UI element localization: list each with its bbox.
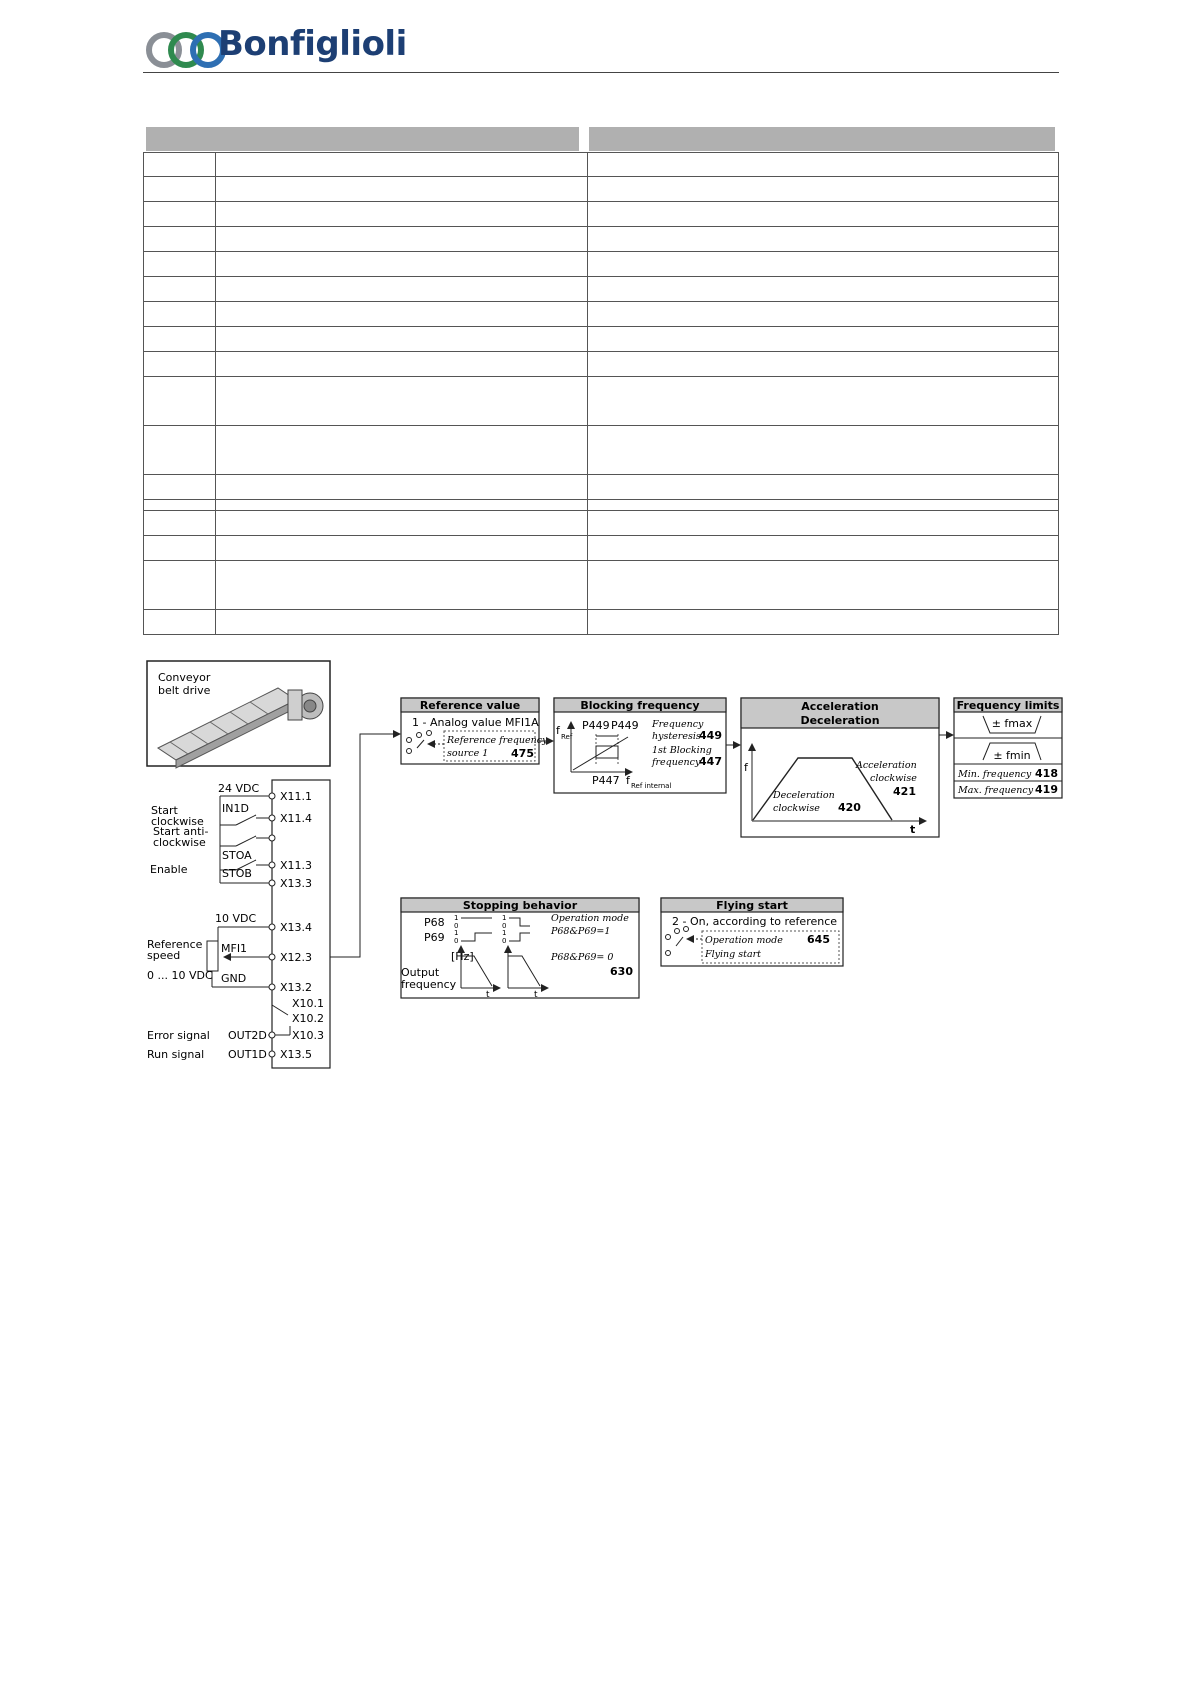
level-one-b: 1 — [454, 929, 459, 937]
hysteresis-param-num: 449 — [699, 729, 722, 742]
stopping-title: Stopping behavior — [462, 899, 578, 912]
terminal-x13-4: X13.4 — [280, 921, 313, 934]
blocking-frequency-block — [554, 698, 726, 793]
stoa-label: STOA — [222, 849, 252, 862]
flying-start-title: Flying start — [716, 899, 788, 912]
flying-start-param-label: Flying start — [705, 949, 761, 960]
stopping-t1: t — [486, 990, 490, 1000]
supply-10vdc-label: 10 VDC — [215, 912, 257, 925]
conveyor-label-1: Conveyor — [158, 671, 211, 684]
out1d-label: OUT1D — [228, 1048, 267, 1061]
level-zero-a: 0 — [454, 922, 459, 930]
signal-connector — [330, 734, 400, 957]
blocking-label-2: frequency — [652, 757, 701, 768]
p68-label: P68 — [424, 916, 445, 929]
stopping-mode-label: Operation mode — [551, 913, 629, 924]
terminal-x11-1: X11.1 — [280, 790, 313, 803]
dec-label-1: Deceleration — [773, 790, 835, 801]
start-cw-label-2: clockwise — [151, 815, 204, 828]
conveyor-panel — [147, 661, 330, 768]
acc-param-num: 421 — [893, 785, 916, 798]
acceleration-block — [741, 698, 939, 837]
terminal-strip — [147, 780, 330, 1068]
terminal-x11-4: X11.4 — [280, 812, 313, 825]
enable-label: Enable — [150, 863, 188, 876]
frequency-limits-block — [954, 698, 1062, 798]
start-acw-label-1: Start anti- — [153, 825, 209, 838]
stob-label: STOB — [222, 867, 252, 880]
terminal-x13-3: X13.3 — [280, 877, 313, 890]
out2d-label: OUT2D — [228, 1029, 267, 1042]
flying-start-mode-label: Operation mode — [705, 935, 783, 946]
blocking-frequency-title: Blocking frequency — [580, 699, 700, 712]
reference-value-title: Reference value — [419, 699, 521, 712]
level-zero-c: 0 — [502, 922, 507, 930]
frequency-limits-title: Frequency limits — [956, 699, 1060, 712]
hz-label: [Hz] — [451, 950, 474, 963]
min-frequency-label: Min. frequency — [958, 769, 1032, 780]
max-frequency-label: Max. frequency — [958, 785, 1034, 796]
gnd-label: GND — [221, 972, 247, 985]
dec-label-2: clockwise — [773, 803, 820, 814]
terminal-x10-1: X10.1 — [292, 997, 325, 1010]
terminal-x12-3: X12.3 — [280, 951, 313, 964]
run-signal-label: Run signal — [147, 1048, 205, 1061]
flying-start-param-num: 645 — [807, 933, 830, 946]
acc-label-2: clockwise — [870, 773, 917, 784]
blocking-label-1: 1st Blocking — [652, 745, 712, 756]
flying-start-block — [661, 898, 843, 966]
stopping-cond-1: P68&P69=1 — [551, 926, 611, 937]
reference-speed-label-2: speed — [147, 949, 181, 962]
level-zero-b: 0 — [454, 937, 459, 945]
reference-value-option: 1 - Analog value MFI1A — [412, 716, 539, 729]
reference-value-param-1: Reference frequency — [447, 735, 548, 746]
level-one-d: 1 — [502, 929, 507, 937]
output-frequency-label-2: frequency — [401, 978, 457, 991]
flying-start-option: 2 - On, according to reference — [672, 915, 838, 928]
fref-internal-f: f — [626, 774, 630, 787]
stopping-param-num: 630 — [610, 965, 633, 978]
fref-internal-label: Ref internal — [631, 782, 672, 790]
output-frequency-label-1: Output — [401, 966, 440, 979]
level-one-c: 1 — [502, 914, 507, 922]
min-frequency-num: 418 — [1035, 767, 1058, 780]
error-signal-label: Error signal — [147, 1029, 210, 1042]
reference-value-param-2: source 1 — [447, 748, 489, 759]
p449-label-a: P449 — [582, 719, 610, 732]
mfi1-label: MFI1 — [221, 942, 248, 955]
hysteresis-label-2: hysteresis — [652, 731, 701, 742]
blocking-param-num: 447 — [699, 755, 722, 768]
acceleration-t-label: t — [910, 823, 916, 836]
fmax-label: ± fmax — [991, 717, 1033, 730]
terminal-x11-3: X11.3 — [280, 859, 313, 872]
terminal-x13-2: X13.2 — [280, 981, 313, 994]
terminal-x13-5: X13.5 — [280, 1048, 313, 1061]
reference-speed-label-1: Reference — [147, 938, 203, 951]
max-frequency-num: 419 — [1035, 783, 1058, 796]
voltage-range-label: 0 ... 10 VDC — [147, 969, 213, 982]
brand-name: Bonfiglioli — [218, 24, 407, 64]
p447-label: P447 — [592, 774, 620, 787]
stopping-behavior-block — [401, 898, 639, 1000]
stopping-t2: t — [534, 990, 538, 1000]
p449-label-b: P449 — [611, 719, 639, 732]
hysteresis-label-1: Frequency — [652, 719, 704, 730]
in1d-label: IN1D — [222, 802, 249, 815]
terminal-x10-2: X10.2 — [292, 1012, 325, 1025]
acceleration-title-2: Deceleration — [800, 714, 880, 727]
terminal-x10-3: X10.3 — [292, 1029, 325, 1042]
fmin-label: ± fmin — [993, 749, 1031, 762]
level-one-a: 1 — [454, 914, 459, 922]
start-acw-label-2: clockwise — [153, 836, 206, 849]
conveyor-label-2: belt drive — [158, 684, 211, 697]
start-cw-label-1: Start — [151, 804, 178, 817]
fref-subscript: Ref — [561, 733, 573, 741]
fref-f-label: f — [556, 724, 560, 737]
reference-value-param-num: 475 — [511, 747, 534, 760]
acceleration-title-1: Acceleration — [801, 700, 879, 713]
level-zero-d: 0 — [502, 937, 507, 945]
dec-param-num: 420 — [838, 801, 861, 814]
acc-label-1: Acceleration — [856, 760, 917, 771]
stopping-cond-0: P68&P69= 0 — [551, 952, 614, 963]
p69-label: P69 — [424, 931, 445, 944]
supply-24vdc-label: 24 VDC — [218, 782, 260, 795]
acceleration-f-label: f — [744, 761, 748, 774]
reference-value-block — [401, 698, 548, 764]
